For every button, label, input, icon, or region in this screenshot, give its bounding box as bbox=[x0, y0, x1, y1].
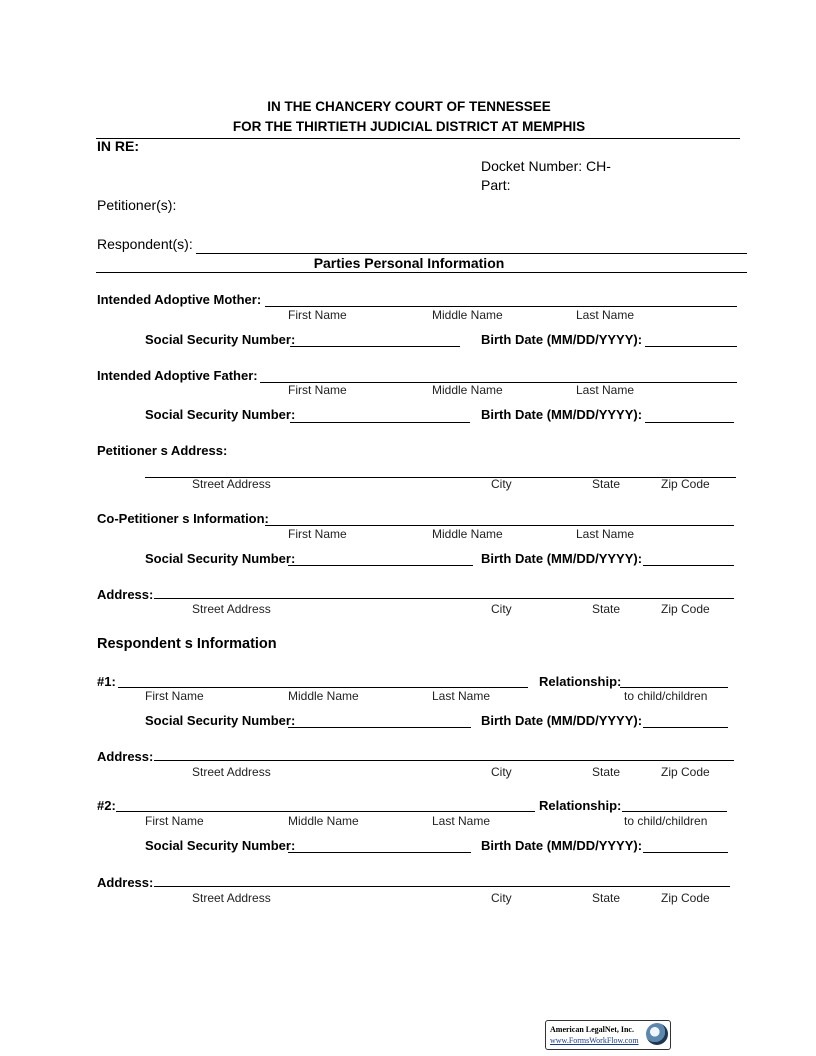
city-caption: City bbox=[491, 891, 512, 905]
docket-number-label: Docket Number: CH- bbox=[481, 158, 611, 174]
section-title: Parties Personal Information bbox=[313, 255, 505, 271]
in-re-label: IN RE: bbox=[97, 138, 139, 154]
respondent1-birth-field[interactable] bbox=[643, 727, 728, 728]
city-caption: City bbox=[491, 765, 512, 779]
respondent2-address-field[interactable] bbox=[154, 886, 730, 887]
street-address-caption: Street Address bbox=[192, 765, 271, 779]
zip-code-caption: Zip Code bbox=[661, 477, 710, 491]
last-name-caption: Last Name bbox=[576, 527, 635, 541]
respondent2-relationship-field[interactable] bbox=[622, 811, 727, 812]
copetitioner-birth-field[interactable] bbox=[643, 565, 734, 566]
mother-ssn-label: Social Security Number: bbox=[145, 332, 296, 347]
logo-url-link[interactable]: www.FormsWorkFlow.com bbox=[550, 1036, 639, 1045]
copetitioner-birth-label: Birth Date (MM/DD/YYYY): bbox=[481, 551, 643, 566]
state-caption: State bbox=[592, 602, 621, 616]
respondent2-birth-label: Birth Date (MM/DD/YYYY): bbox=[481, 838, 643, 853]
respondent2-number: #2: bbox=[97, 798, 116, 813]
middle-name-caption: Middle Name bbox=[432, 527, 503, 541]
respondent2-relationship-label: Relationship: bbox=[539, 798, 622, 813]
first-name-caption: First Name bbox=[145, 814, 204, 828]
copetitioner-ssn-field[interactable] bbox=[288, 565, 473, 566]
petitioners-label: Petitioner(s): bbox=[97, 197, 177, 213]
relationship-caption: to child/children bbox=[624, 689, 708, 703]
respondent2-ssn-label: Social Security Number: bbox=[145, 838, 296, 853]
middle-name-caption: Middle Name bbox=[432, 383, 503, 397]
respondent1-ssn-label: Social Security Number: bbox=[145, 713, 296, 728]
father-label: Intended Adoptive Father: bbox=[97, 368, 258, 383]
zip-code-caption: Zip Code bbox=[661, 602, 710, 616]
header-rule bbox=[96, 138, 740, 139]
respondent1-birth-label: Birth Date (MM/DD/YYYY): bbox=[481, 713, 643, 728]
middle-name-caption: Middle Name bbox=[432, 308, 503, 322]
respondent1-number: #1: bbox=[97, 674, 116, 689]
american-legalnet-logo[interactable] bbox=[545, 1020, 671, 1050]
mother-birth-field[interactable] bbox=[645, 346, 737, 347]
respondents-line[interactable] bbox=[196, 253, 747, 254]
first-name-caption: First Name bbox=[288, 527, 347, 541]
father-ssn-label: Social Security Number: bbox=[145, 407, 296, 422]
respondent2-name-field[interactable] bbox=[116, 811, 535, 812]
court-title-line2: FOR THE THIRTIETH JUDICIAL DISTRICT AT MEMPHIS bbox=[232, 119, 586, 134]
state-caption: State bbox=[592, 891, 621, 905]
respondent1-address-label: Address: bbox=[97, 749, 154, 764]
first-name-caption: First Name bbox=[145, 689, 204, 703]
middle-name-caption: Middle Name bbox=[288, 689, 359, 703]
respondent1-name-field[interactable] bbox=[118, 687, 528, 688]
logo-company: American LegalNet, Inc. bbox=[550, 1025, 634, 1034]
respondent1-relationship-field[interactable] bbox=[620, 687, 728, 688]
zip-code-caption: Zip Code bbox=[661, 891, 710, 905]
state-caption: State bbox=[592, 477, 621, 491]
respondent2-address-label: Address: bbox=[97, 875, 154, 890]
copetitioner-name-field[interactable] bbox=[265, 525, 734, 526]
last-name-caption: Last Name bbox=[576, 308, 635, 322]
city-caption: City bbox=[491, 602, 512, 616]
respondents-label: Respondent(s): bbox=[97, 236, 193, 252]
last-name-caption: Last Name bbox=[576, 383, 635, 397]
relationship-caption: to child/children bbox=[624, 814, 708, 828]
respondent2-ssn-field[interactable] bbox=[288, 852, 471, 853]
mother-birth-label: Birth Date (MM/DD/YYYY): bbox=[481, 332, 643, 347]
part-label: Part: bbox=[481, 177, 511, 193]
respondent1-relationship-label: Relationship: bbox=[539, 674, 622, 689]
first-name-caption: First Name bbox=[288, 308, 347, 322]
respondent-section-title: Respondent s Information bbox=[97, 636, 277, 652]
copetitioner-label: Co-Petitioner s Information: bbox=[97, 511, 269, 526]
first-name-caption: First Name bbox=[288, 383, 347, 397]
last-name-caption: Last Name bbox=[432, 689, 491, 703]
globe-icon bbox=[646, 1023, 668, 1045]
last-name-caption: Last Name bbox=[432, 814, 491, 828]
zip-code-caption: Zip Code bbox=[661, 765, 710, 779]
street-address-caption: Street Address bbox=[192, 477, 271, 491]
middle-name-caption: Middle Name bbox=[288, 814, 359, 828]
mother-name-field[interactable] bbox=[265, 306, 737, 307]
respondent1-ssn-field[interactable] bbox=[288, 727, 471, 728]
copetitioner-address-field[interactable] bbox=[154, 598, 734, 599]
section-rule bbox=[96, 272, 747, 273]
city-caption: City bbox=[491, 477, 512, 491]
petitioner-address-label: Petitioner s Address: bbox=[97, 443, 228, 458]
copetitioner-address-label: Address: bbox=[97, 587, 154, 602]
father-ssn-field[interactable] bbox=[290, 422, 470, 423]
respondent2-birth-field[interactable] bbox=[643, 852, 728, 853]
state-caption: State bbox=[592, 765, 621, 779]
father-birth-label: Birth Date (MM/DD/YYYY): bbox=[481, 407, 643, 422]
father-birth-field[interactable] bbox=[645, 422, 734, 423]
court-title-line1: IN THE CHANCERY COURT OF TENNESSEE bbox=[267, 99, 551, 114]
street-address-caption: Street Address bbox=[192, 602, 271, 616]
copetitioner-ssn-label: Social Security Number: bbox=[145, 551, 296, 566]
mother-label: Intended Adoptive Mother: bbox=[97, 292, 262, 307]
respondent1-address-field[interactable] bbox=[154, 760, 734, 761]
mother-ssn-field[interactable] bbox=[290, 346, 460, 347]
street-address-caption: Street Address bbox=[192, 891, 271, 905]
